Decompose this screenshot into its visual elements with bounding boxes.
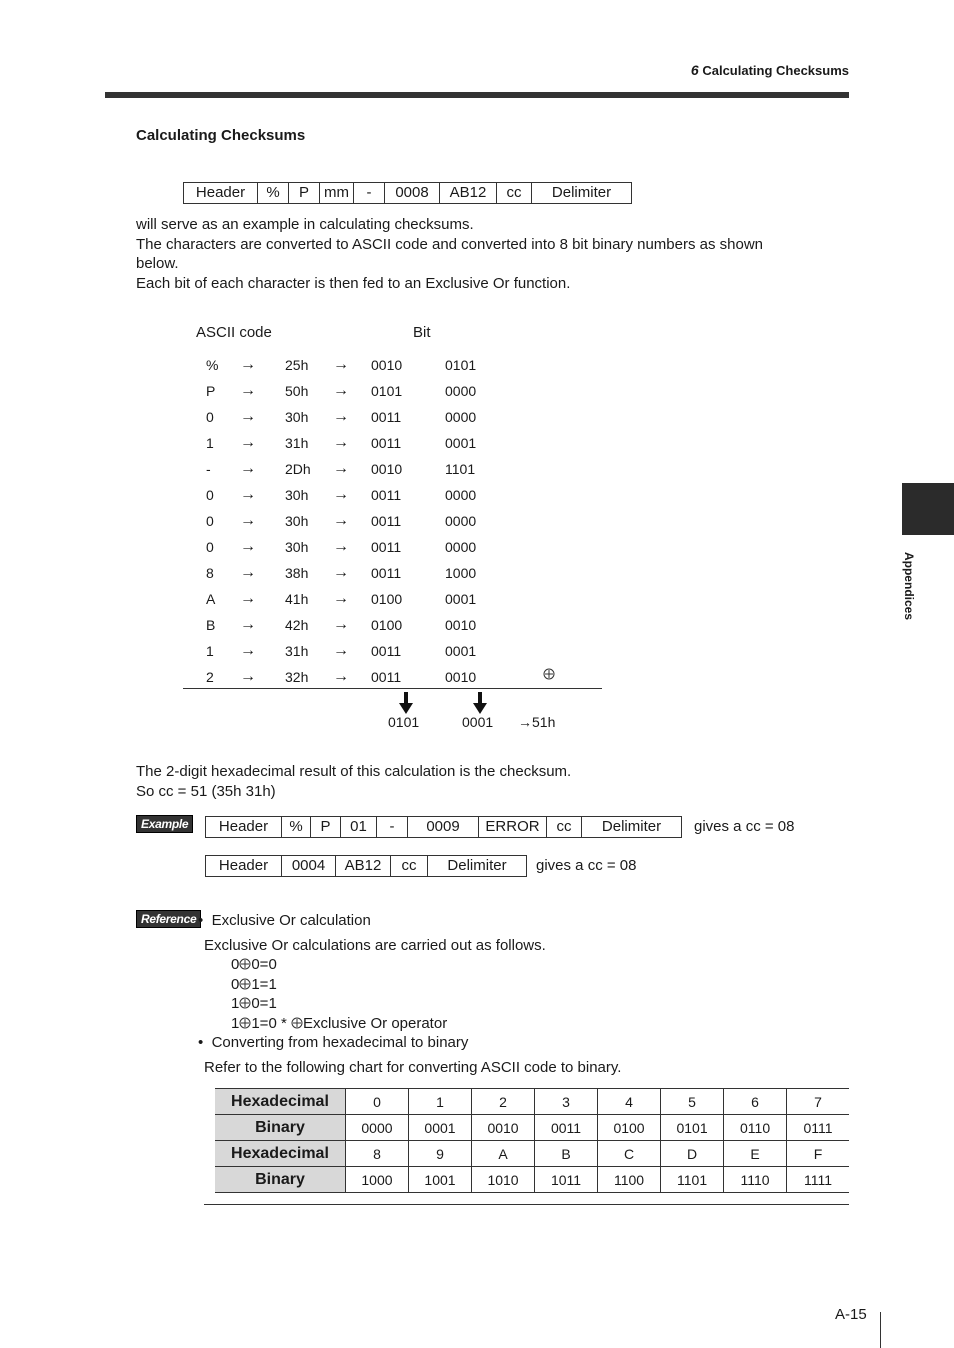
bit-low-nibble: 0001 <box>445 591 477 607</box>
bit-low-nibble: 0000 <box>445 513 477 529</box>
ascii-row <box>0 378 700 404</box>
ascii-hex: 41h <box>285 591 309 607</box>
xor-operand: 0 <box>231 975 240 993</box>
table-cell: D <box>661 1141 724 1167</box>
bit-high-nibble: 0011 <box>371 487 402 503</box>
right-arrow-icon: → <box>240 512 256 529</box>
bit-low-nibble: 0010 <box>445 617 477 633</box>
ascii-row <box>0 456 700 482</box>
right-arrow-icon: → <box>333 408 349 425</box>
ascii-char: P <box>206 383 216 399</box>
down-arrow-icon <box>399 692 413 714</box>
ascii-hex: 38h <box>285 565 309 581</box>
bullet-hex-binary-text: Converting from hexadecimal to binary <box>211 1034 469 1051</box>
ascii-char: 8 <box>206 565 214 581</box>
row-label: Hexadecimal <box>215 1141 345 1167</box>
ascii-row <box>0 664 700 690</box>
table-cell: 0100 <box>598 1115 661 1141</box>
right-arrow-icon: → <box>333 434 349 451</box>
xor-line <box>231 1014 838 1034</box>
bit-high-nibble: 0011 <box>371 513 402 529</box>
right-arrow-icon: → <box>240 642 256 659</box>
ascii-row <box>0 612 700 638</box>
table-cell: 0101 <box>661 1115 724 1141</box>
table-cell: 7 <box>787 1089 849 1115</box>
right-arrow-icon: → <box>240 668 256 685</box>
frame-cell: 01 <box>341 817 377 837</box>
frame-cell: Delimiter <box>447 857 507 874</box>
xor-icon <box>239 1017 251 1029</box>
table-cell: 5 <box>661 1089 724 1115</box>
right-arrow-icon: → <box>240 486 256 503</box>
xor-result: 0=1 <box>251 995 277 1012</box>
table-cell: 1001 <box>408 1167 471 1193</box>
intro-line: below. <box>136 255 179 272</box>
xor-icon <box>239 958 251 970</box>
chapter-number: 6 <box>690 62 699 78</box>
table-cell: 1000 <box>345 1167 408 1193</box>
table-cell: 9 <box>408 1141 471 1167</box>
row-label: Hexadecimal <box>215 1089 345 1115</box>
ascii-row <box>0 352 700 378</box>
xor-line <box>231 975 838 995</box>
table-row <box>215 1141 849 1167</box>
example-frame-2 <box>205 855 527 877</box>
table-cell: 8 <box>345 1141 408 1167</box>
bit-high-nibble: 0011 <box>371 565 402 581</box>
xor-icon <box>291 1017 303 1029</box>
page-number-bar <box>880 1312 881 1348</box>
table-cell: B <box>535 1141 598 1167</box>
frame-cell: AB12 <box>440 183 497 203</box>
ascii-hex: 50h <box>285 383 309 399</box>
row-label: Binary <box>215 1167 345 1193</box>
table-cell: 0 <box>345 1089 408 1115</box>
side-tab-label: Appendices <box>902 551 916 620</box>
table-row <box>215 1167 849 1193</box>
bit-low-nibble: 0000 <box>445 539 477 555</box>
frame-cell: Header <box>184 183 258 203</box>
hex-binary-description: Refer to the following chart for converting ASCII code to binary. <box>204 1058 622 1076</box>
table-row <box>215 1089 849 1115</box>
frame-cell: cc <box>391 856 428 876</box>
frame2-result: gives a cc = 08 <box>536 857 637 874</box>
frame-cell: 0008 <box>385 183 440 203</box>
right-arrow-icon: → <box>333 538 349 555</box>
right-arrow-icon: → <box>333 564 349 581</box>
sum-rule <box>183 688 602 689</box>
frame1-result: gives a cc = 08 <box>694 818 795 835</box>
ascii-row <box>0 638 700 664</box>
intro-line: The characters are converted to ASCII code and converted into 8 bit binary numbers as shown <box>136 235 764 253</box>
conclusion-text <box>136 762 571 801</box>
table-cell: E <box>724 1141 787 1167</box>
table-cell: C <box>598 1141 661 1167</box>
table-cell: 1 <box>408 1089 471 1115</box>
section-title: Calculating Checksums <box>136 127 306 144</box>
example-frame <box>183 182 632 204</box>
bit-low-nibble: 1000 <box>445 565 477 581</box>
ascii-char: 0 <box>206 539 214 555</box>
xor-note: Exclusive Or operator <box>302 1014 448 1032</box>
right-arrow-icon: → <box>333 356 349 373</box>
bottom-rule <box>204 1204 849 1205</box>
xor-description: Exclusive Or calculations are carried out as follows. <box>204 936 546 954</box>
ascii-hex: 2Dh <box>285 461 311 477</box>
reference-list <box>198 911 838 1077</box>
table-cell: 0011 <box>535 1115 598 1141</box>
right-arrow-icon: → <box>240 616 256 633</box>
bit-high-nibble: 0101 <box>371 383 403 399</box>
bit-low-nibble: 0101 <box>445 357 477 373</box>
table-row <box>215 1115 849 1141</box>
bullet-xor-text: Exclusive Or calculation <box>211 912 371 929</box>
right-arrow-icon: → <box>333 642 349 659</box>
conclusion-line: The 2-digit hexadecimal result of this calculation is the checksum. <box>136 763 572 780</box>
ascii-char: 0 <box>206 513 214 529</box>
frame-cell: mm <box>320 183 354 203</box>
table-cell: 4 <box>598 1089 661 1115</box>
bit-low-nibble: 0010 <box>445 669 477 685</box>
bit-high-nibble: 0011 <box>371 669 402 685</box>
ascii-char: - <box>206 461 211 477</box>
bullet-hex-binary: • Converting from hexadecimal to binary <box>198 1034 469 1051</box>
frame-cell: P <box>289 183 320 203</box>
right-arrow-icon: → <box>240 356 256 373</box>
right-arrow-icon: → <box>333 512 349 529</box>
table-cell: 1010 <box>472 1167 535 1193</box>
right-arrow-icon: → <box>240 538 256 555</box>
bit-low-nibble: 0000 <box>445 487 477 503</box>
right-arrow-icon: → <box>333 382 349 399</box>
down-arrow-icon <box>473 692 487 714</box>
table-cell: 0111 <box>787 1115 849 1141</box>
frame-cell: cc <box>547 817 582 837</box>
right-arrow-icon: → <box>333 616 349 633</box>
table-cell: 6 <box>724 1089 787 1115</box>
frame-cell: AB12 <box>336 856 391 876</box>
ascii-hex: 30h <box>285 539 309 555</box>
right-arrow-icon: → <box>333 460 349 477</box>
frame-cell: Header <box>206 817 282 837</box>
frame-cell: Delimiter <box>601 818 662 835</box>
bit-low-nibble: 0001 <box>445 643 477 659</box>
bit-high-nibble: 0011 <box>371 435 402 451</box>
xor-lines <box>231 955 838 1033</box>
intro-line: will serve as an example in calculating checksums. <box>136 216 474 233</box>
bit-low-nibble: 0001 <box>445 435 477 451</box>
ascii-row <box>0 508 700 534</box>
ascii-row <box>0 534 700 560</box>
right-arrow-icon: → <box>240 408 256 425</box>
frame-cell: % <box>258 183 289 203</box>
example-frame-1 <box>205 816 682 838</box>
table-cell: 0001 <box>408 1115 471 1141</box>
frame-cell: Delimiter <box>551 184 612 201</box>
ascii-row <box>0 560 700 586</box>
ascii-row <box>0 430 700 456</box>
right-arrow-icon: → <box>240 434 256 451</box>
ascii-row <box>0 586 700 612</box>
intro-text <box>136 215 846 293</box>
table-cell: 1101 <box>661 1167 724 1193</box>
bit-low-nibble: 0000 <box>445 383 477 399</box>
ascii-hex: 30h <box>285 487 309 503</box>
frame-cell: - <box>377 817 408 837</box>
xor-result: 1=0 * <box>251 1014 287 1032</box>
ascii-char: B <box>206 617 216 633</box>
right-arrow-icon: → <box>240 460 256 477</box>
ascii-char: 0 <box>206 409 214 425</box>
xor-result: 1=1 <box>251 975 277 993</box>
running-header <box>691 62 849 78</box>
ascii-hex: 42h <box>285 617 309 633</box>
ascii-hex: 31h <box>285 435 309 451</box>
example-badge: Example <box>136 815 193 833</box>
right-arrow-icon: → <box>333 486 349 503</box>
bit-high-nibble: 0011 <box>371 409 402 425</box>
bit-high-nibble: 0100 <box>371 591 403 607</box>
reference-badge: Reference <box>136 910 201 928</box>
result-hex: →51h <box>518 714 556 730</box>
ascii-char: % <box>206 357 219 373</box>
right-arrow-icon: → <box>333 668 349 685</box>
xor-icon <box>239 997 251 1009</box>
ascii-char: 0 <box>206 487 214 503</box>
table-cell: A <box>472 1141 535 1167</box>
conclusion-line: So cc = 51 (35h 31h) <box>136 782 276 800</box>
frame-cell: 0009 <box>408 817 479 837</box>
bit-low-nibble: 1101 <box>445 461 476 477</box>
ascii-char: 1 <box>206 435 214 451</box>
chapter-title: Calculating Checksums <box>702 63 849 78</box>
table-cell: 1011 <box>535 1167 598 1193</box>
bit-high-nibble: 0011 <box>371 539 402 555</box>
frame-cell: - <box>354 183 385 203</box>
right-arrow-icon: → <box>333 590 349 607</box>
right-arrow-icon: → <box>240 382 256 399</box>
result-low-nibble: 0001 <box>462 714 494 730</box>
frame-cell: % <box>282 817 311 837</box>
frame-cell: 0004 <box>282 856 336 876</box>
intro-line: Each bit of each character is then fed to an Exclusive Or function. <box>136 274 571 292</box>
bit-high-nibble: 0010 <box>371 357 403 373</box>
table-cell: 0000 <box>345 1115 408 1141</box>
page-number: A-15 <box>835 1306 867 1323</box>
ascii-char: 1 <box>206 643 214 659</box>
xor-icon <box>239 978 251 990</box>
ascii-rows <box>0 352 700 690</box>
ascii-char: 2 <box>206 669 214 685</box>
ascii-hex: 32h <box>285 669 309 685</box>
ascii-hex: 30h <box>285 513 309 529</box>
xor-operand: 1 <box>231 1014 240 1032</box>
right-arrow-icon: → <box>240 590 256 607</box>
bit-high-nibble: 0011 <box>371 643 402 659</box>
ascii-char: A <box>206 591 216 607</box>
table-cell: 2 <box>472 1089 535 1115</box>
xor-result: 0=0 <box>251 956 277 973</box>
table-cell: 1100 <box>598 1167 661 1193</box>
table-cell: 0110 <box>724 1115 787 1141</box>
ascii-hex: 31h <box>285 643 309 659</box>
frame-cell: ERROR <box>479 817 547 837</box>
frame-cell: Header <box>206 856 282 876</box>
bit-high-nibble: 0100 <box>371 617 403 633</box>
result-high-nibble: 0101 <box>388 714 420 730</box>
xor-line <box>231 955 838 975</box>
bit-high-nibble: 0010 <box>371 461 403 477</box>
ascii-row <box>0 482 700 508</box>
table-cell: F <box>787 1141 849 1167</box>
xor-operand: 1 <box>231 995 240 1012</box>
bullet-xor: • Exclusive Or calculation <box>198 912 371 929</box>
ascii-hex: 25h <box>285 357 309 373</box>
xor-line <box>231 994 838 1014</box>
conversion-table <box>215 1088 849 1193</box>
right-arrow-icon: → <box>240 564 256 581</box>
frame-cell: cc <box>497 183 532 203</box>
header-rule <box>105 92 849 98</box>
bit-heading: Bit <box>413 324 431 341</box>
row-label: Binary <box>215 1115 345 1141</box>
bit-low-nibble: 0000 <box>445 409 477 425</box>
table-cell: 1110 <box>724 1167 787 1193</box>
table-cell: 3 <box>535 1089 598 1115</box>
xor-icon <box>543 668 555 680</box>
ascii-row <box>0 404 700 430</box>
table-cell: 1111 <box>787 1167 849 1193</box>
ascii-code-heading: ASCII code <box>196 324 272 341</box>
ascii-hex: 30h <box>285 409 309 425</box>
table-cell: 0010 <box>472 1115 535 1141</box>
frame-cell: P <box>311 817 341 837</box>
xor-operand: 0 <box>231 956 240 973</box>
